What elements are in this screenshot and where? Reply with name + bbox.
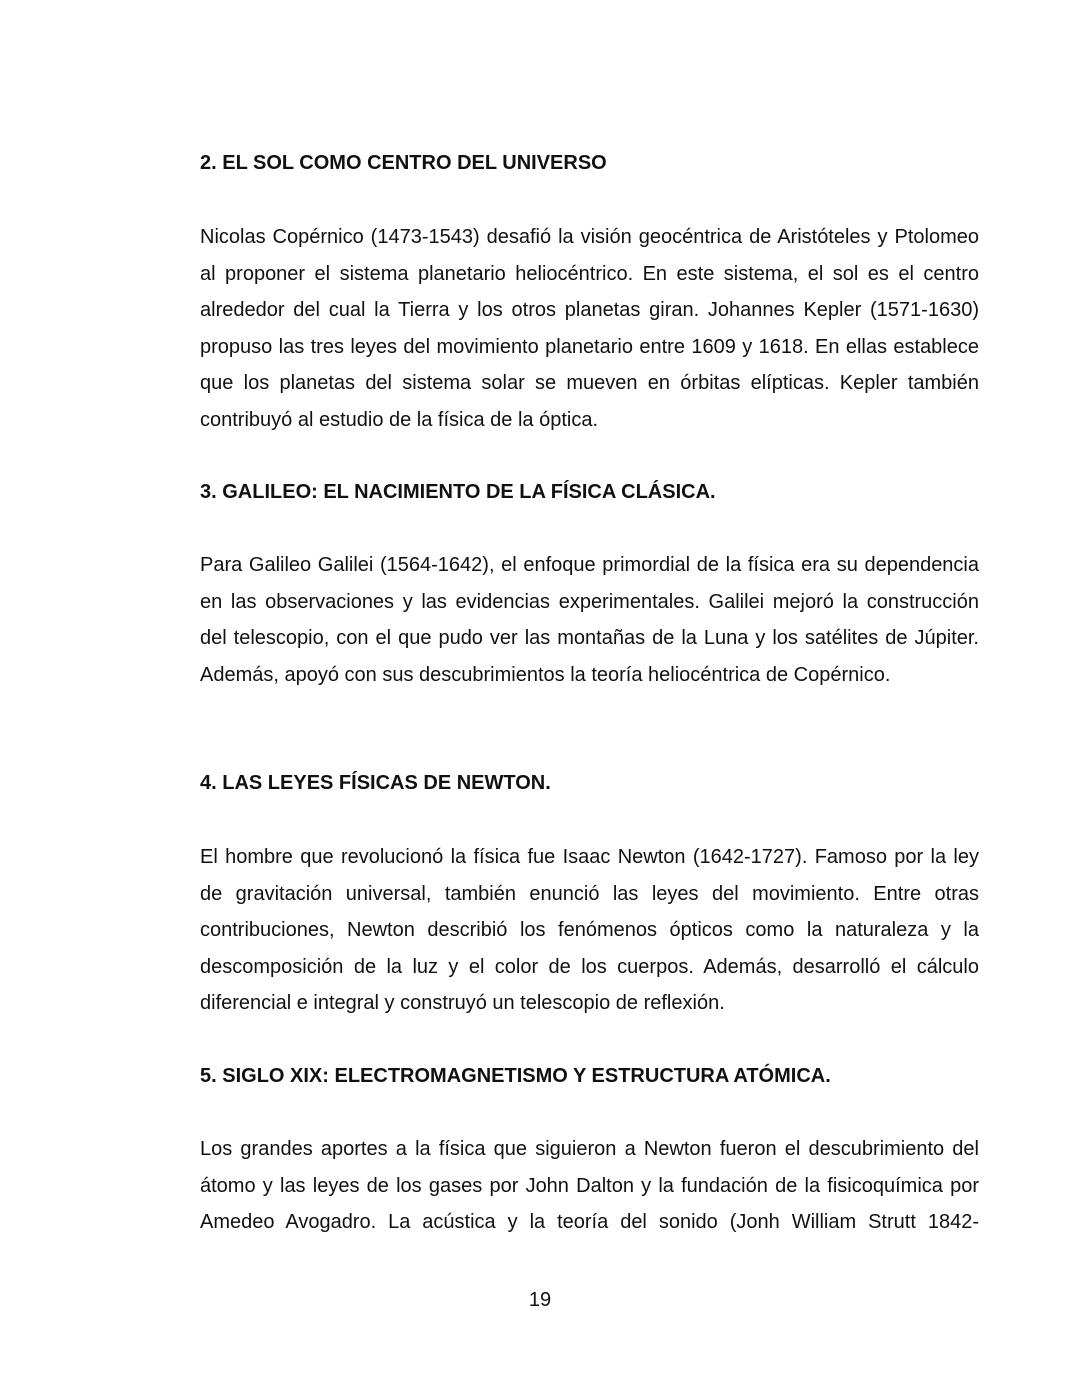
paragraph-newton: El hombre que revolucionó la física fue Isaac Newton (1642-1727). Famoso por la ley de gravitación universal, también enunció las leyes del movimiento. Entre otras contribuciones, Newton describió los fenómenos ópticos como la naturaleza y la descomposición de la luz y el color de los cuerpos. Además, desarrolló el cálculo diferencial e integral y construyó un telescopio de reflexión. [200, 846, 979, 1015]
section-title-sol-centro: 2. EL SOL COMO CENTRO DEL UNIVERSO [200, 152, 607, 174]
section-title-newton: 4. LAS LEYES FÍSICAS DE NEWTON. [200, 772, 551, 794]
section-title-siglo-xix: 5. SIGLO XIX: ELECTROMAGNETISMO Y ESTRUCTURA ATÓMICA. [200, 1065, 831, 1087]
paragraph-galileo: Para Galileo Galilei (1564-1642), el enfoque primordial de la física era su dependencia en las observaciones y las evidencias experimentales. Galilei mejoró la construcción del telescopio, con el que pudo ver las montañas de la Luna y los satélites de Júpiter. Además, apoyó con sus descubrimientos la teoría heliocéntrica de Copérnico. [200, 554, 979, 686]
paragraph-sol-centro: Nicolas Copérnico (1473-1543) desafió la visión geocéntrica de Aristóteles y Ptolomeo al proponer el sistema planetario heliocéntrico. En este sistema, el sol es el centro alrededor del cual la Tierra y los otros planetas giran. Johannes Kepler (1571-1630) propuso las tres leyes del movimiento planetario entre 1609 y 1618. En ellas establece que los planetas del sistema solar se mueven en órbitas elípticas. Kepler también contribuyó al estudio de la física de la óptica. [200, 226, 979, 431]
page-number: 19 [528, 1289, 552, 1311]
paragraph-siglo-xix: Los grandes aportes a la física que siguieron a Newton fueron el descubrimiento del átomo y las leyes de los gases por John Dalton y la fundación de la fisicoquímica por Amedeo Avogadro. La acústica y la teoría del sonido (Jonh William Strutt 1842- [200, 1138, 979, 1234]
section-title-galileo: 3. GALILEO: EL NACIMIENTO DE LA FÍSICA CLÁSICA. [200, 481, 716, 503]
